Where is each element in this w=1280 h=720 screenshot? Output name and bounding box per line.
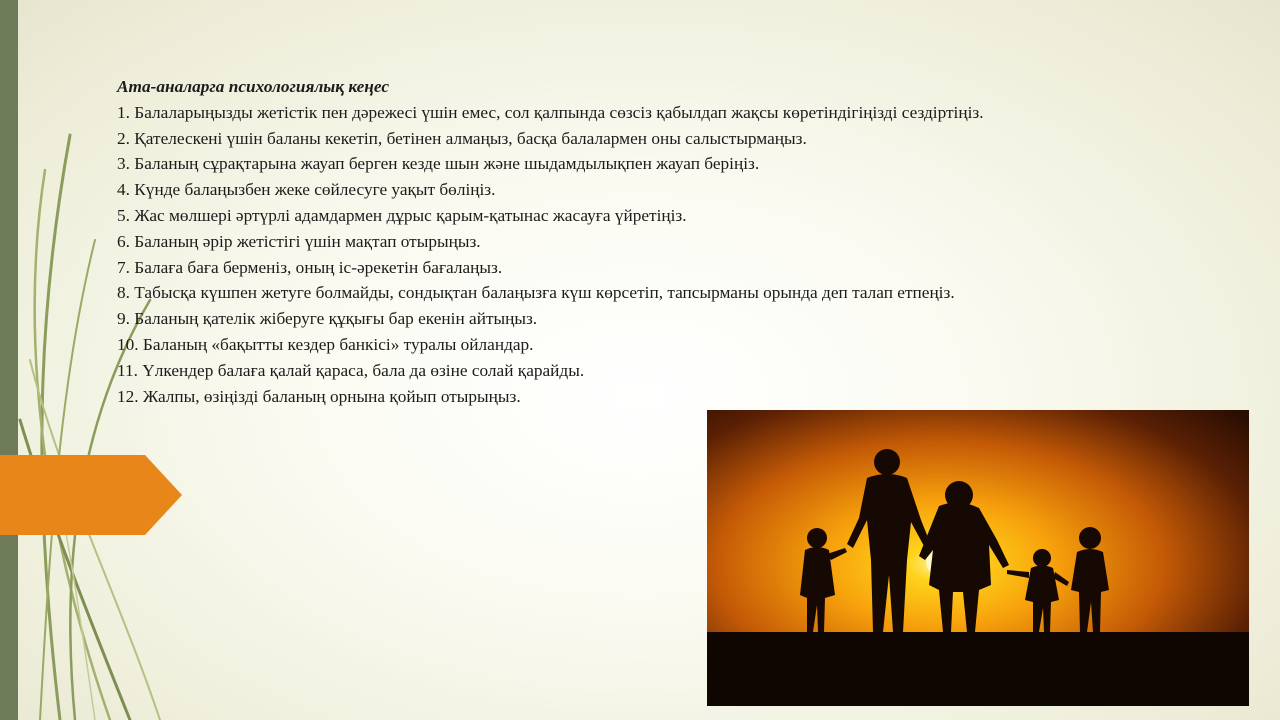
advice-item-12: 12. Жалпы, өзіңізді баланың орнына қойып отырыңыз. bbox=[117, 386, 521, 406]
advice-item-3: 3. Баланың сұрақтарына жауап берген кезде шын және шыдамдылықпен жауап беріңіз. bbox=[117, 154, 760, 174]
advice-item-6: 6. Баланың әрір жетістігі үшін мақтап отырыңыз. bbox=[117, 231, 481, 251]
advice-item-10: 10. Баланың «бақытты кездер банкісі» туралы ойландар. bbox=[117, 334, 534, 354]
advice-item-2: 2. Қателескені үшін баланы кекетіп, бетінен алмаңыз, басқа балалармен оны салыстырмаңыз. bbox=[117, 128, 807, 148]
advice-item-4: 4. Күнде балаңызбен жеке сөйлесуге уақыт бөліңіз. bbox=[117, 180, 496, 200]
advice-text-block bbox=[117, 74, 987, 409]
advice-item-1: 1. Балаларыңызды жетістік пен дәрежесі үшін емес, сол қалпында сөзсіз қабылдап жақсы көретіндігіңізді сездіртіңіз. bbox=[117, 102, 984, 122]
family-sunset-photo bbox=[707, 410, 1249, 706]
advice-item-7: 7. Балаға баға берменіз, оның іс-әрекетін бағалаңыз. bbox=[117, 257, 503, 277]
advice-item-8: 8. Табысқа күшпен жетуге болмайды, сондықтан балаңызға күш көрсетіп, тапсырманы орында деп талап етпеңіз. bbox=[117, 283, 955, 303]
advice-item-9: 9. Баланың қателік жіберуге құқығы бар екенін айтыңыз. bbox=[117, 309, 538, 329]
orange-arrow-shape bbox=[0, 455, 182, 535]
advice-heading: Ата-аналарга психологиялық кеңес bbox=[117, 77, 390, 96]
advice-item-5: 5. Жас мөлшері әртүрлі адамдармен дұрыс қарым-қатынас жасауға үйретіңіз. bbox=[117, 205, 687, 225]
advice-item-11: 11. Үлкендер балаға қалай қараса, бала да өзіне солай қарайды. bbox=[117, 360, 585, 380]
